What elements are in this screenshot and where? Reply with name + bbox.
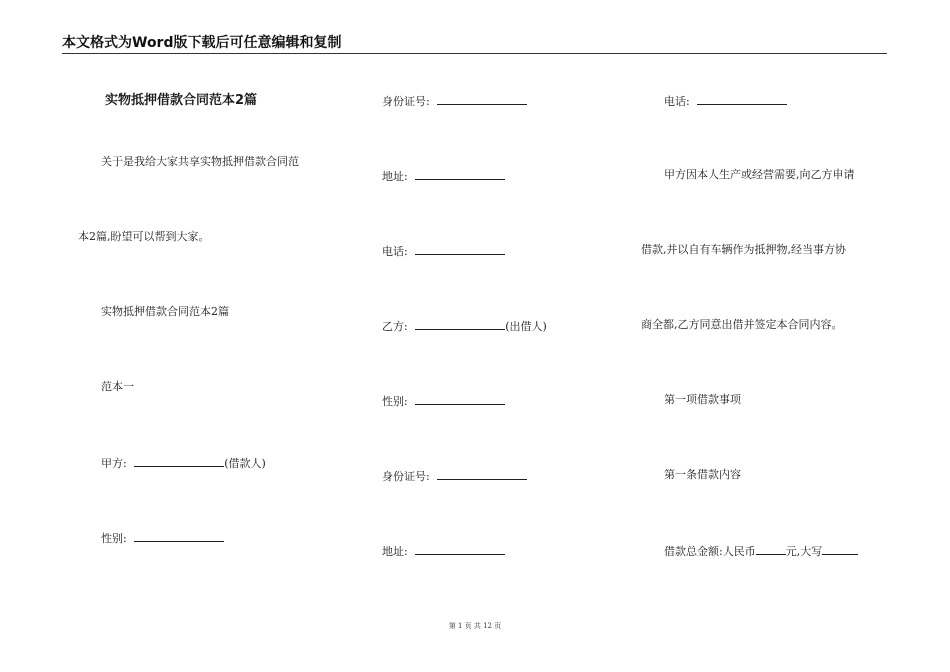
gender-blank-2: [415, 393, 505, 405]
para-line-1: 甲方因本人生产或经营需要,向乙方申请: [664, 168, 855, 181]
page-number: 第 1 页 共 12 页: [448, 622, 502, 630]
phone-label-3: 电话:: [664, 95, 690, 108]
address-label-2: 地址:: [382, 545, 408, 558]
id-number-field: [382, 93, 527, 109]
document-title: 实物抵押借款合同范本2篇: [105, 93, 258, 108]
party-b-suffix: (出借人): [505, 320, 547, 333]
party-a-suffix: (借款人): [224, 457, 266, 470]
id-number-blank-2: [437, 468, 527, 480]
party-a-label: 甲方:: [101, 457, 127, 470]
amount-number-blank: [756, 543, 786, 555]
intro-line-2: 本2篇,盼望可以帮到大家。: [78, 230, 210, 243]
party-b-field: [382, 318, 547, 334]
subtitle: 实物抵押借款合同范本2篇: [101, 305, 229, 318]
clause-heading: 第一条借款内容: [664, 468, 741, 481]
party-b-label: 乙方:: [382, 320, 408, 333]
address-field-2: [382, 543, 505, 559]
para-line-3: 商全都,乙方同意出借并签定本合同内容。: [641, 318, 843, 331]
party-a-blank: [134, 455, 224, 467]
party-b-blank: [415, 318, 505, 330]
id-number-field-2: [382, 468, 527, 484]
id-number-blank: [437, 93, 527, 105]
phone-label: 电话:: [382, 245, 408, 258]
item-heading: 第一项借款事项: [664, 393, 741, 406]
gender-field-2: [382, 393, 505, 409]
gender-field: [101, 530, 224, 546]
phone-field-3: [664, 93, 787, 109]
address-blank-2: [415, 543, 505, 555]
address-label: 地址:: [382, 170, 408, 183]
intro-line-1: 关于是我给大家共享实物抵押借款合同范: [101, 155, 299, 168]
gender-label: 性别:: [101, 532, 127, 545]
phone-blank-3: [697, 93, 787, 105]
party-a-field: [101, 455, 266, 471]
address-field: [382, 168, 505, 184]
phone-blank: [415, 243, 505, 255]
para-line-2: 借款,并以自有车辆作为抵押物,经当事方协: [641, 243, 846, 256]
gender-blank: [134, 530, 224, 542]
phone-field: [382, 243, 505, 259]
address-blank: [415, 168, 505, 180]
document-header: 本文格式为Word版下载后可任意编辑和复制: [62, 34, 887, 54]
gender-label-2: 性别:: [382, 395, 408, 408]
amount-mid: 元,大写: [785, 545, 823, 558]
id-number-label: 身份证号:: [382, 95, 430, 108]
amount-prefix: 借款总金额:人民币: [664, 545, 756, 558]
amount-field: [664, 543, 858, 559]
amount-words-blank: [822, 543, 858, 555]
id-number-label-2: 身份证号:: [382, 470, 430, 483]
section-heading: 范本一: [101, 380, 134, 393]
